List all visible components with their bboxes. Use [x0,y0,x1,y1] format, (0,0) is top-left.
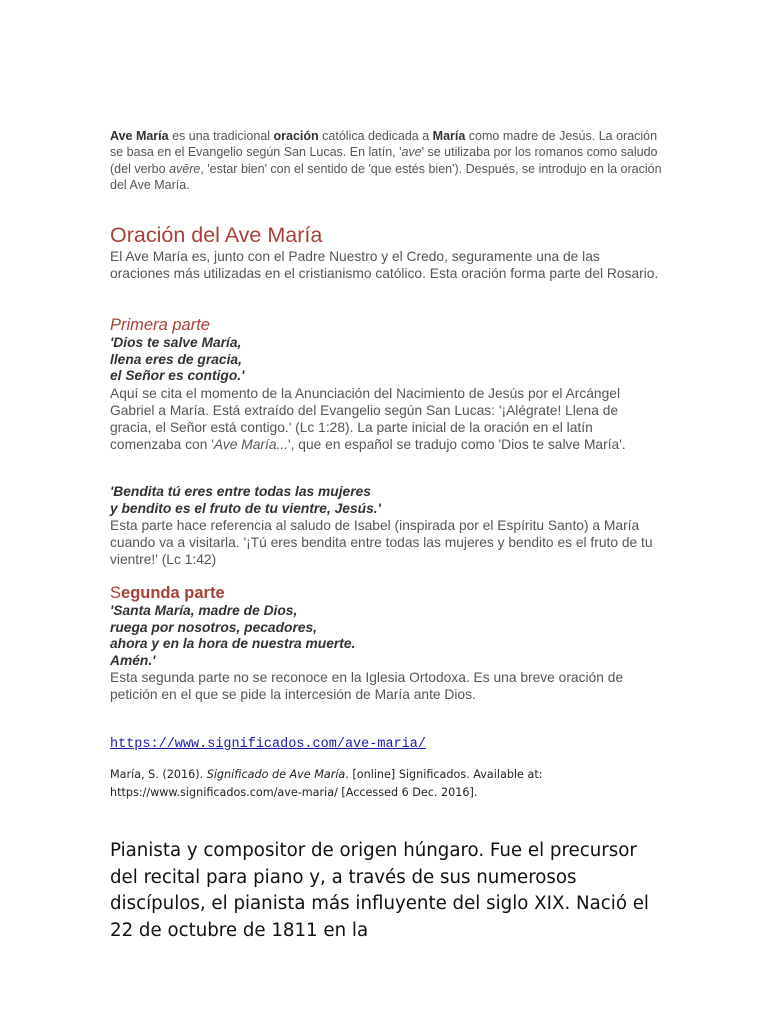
intro-paragraph [110,128,662,194]
bio-paragraph: Pianista y compositor de origen húngaro. Fue el precursor del recital para piano y, a través de sus numerosos discípulos, el pianista más influyente del siglo XIX. Nació el 22 de octubre de 1811 en la [110,840,649,941]
part-one-body2: Esta parte hace referencia al saludo de Isabel (inspirada por el Espíritu Santo) a María cuando va a visitarla. '¡Tú eres bendita entre todas las mujeres y bendito es el fruto de tu vientre!' (Lc 1:42) [110,518,653,568]
part-one-quote2-line: 'Bendita tú eres entre todas las mujeres [110,484,371,499]
part-one-body-text: Aquí se cita el momento de la Anunciación del Nacimiento de Jesús por el Arcángel Gabriel a María. Está extraído del Evangelio según San Lucas: '¡Alégrate! Llena de gracia, el Señor está contigo.' (Lc 1:28). La parte inicial de la oración en el latín comenzaba con ' [110,385,621,452]
intro-text: católica dedicada a [318,129,433,143]
part-one-quote-line: 'Dios te salve María, [110,335,242,350]
part-one-body [110,385,662,453]
term-ave: ave [401,145,422,160]
section-oracion [110,222,662,282]
intro-text: como madre de Jesús. La oración se basa en el Evangelio según San Lucas. En latín, ' [110,129,658,160]
term-ave-maria: Ave María [110,129,169,143]
part-one-quote-line: llena eres de gracia, [110,351,242,367]
part-two-quote-line: Amén.' [110,652,156,668]
part-two-heading [110,583,662,603]
source-link[interactable]: https://www.significados.com/ave-maria/ [110,737,426,752]
part-two-quote-line: ahora y en la hora de nuestra muerte. [110,636,356,652]
part-one-quote-line: el Señor es contigo.' [110,368,245,384]
section-lead: El Ave María es, junto con el Padre Nuestro y el Credo, seguramente una de las oraciones más utilizadas en el cristianismo católico. Esta oración forma parte del Rosario. [110,249,659,281]
term-maria: María [432,129,466,143]
part-two-quote-line: 'Santa María, madre de Dios, [110,603,298,618]
citation-text: . [online] Significados. Available at: https://www.significados.com/ave-maria/ [Accessed 6 Dec. 2016]. [110,768,543,799]
part-two-heading-initial: S [110,584,122,602]
part-two [110,583,662,703]
intro-text: , 'estar bien' con el sentido de 'que estés bien'). Después, se introdujo en la oración del Ave María. [110,161,662,193]
part-one-body-italic: Ave María... [213,436,288,452]
part-one-heading: Primera parte [110,316,210,334]
part-two-body: Esta segunda parte no se reconoce en la Iglesia Ortodoxa. Es una breve oración de petición en el que se pide la intercesión de María ante Dios. [110,670,624,703]
part-two-quote-line: ruega por nosotros, pecadores, [110,619,318,635]
part-one-quote2-line: y bendito es el fruto de tu vientre, Jesús.' [110,500,381,516]
term-oracion: oración [273,129,319,143]
citation-text: María, S. (2016). [110,768,207,781]
term-avere: avēre [169,161,201,176]
part-one-body-text: ', que en español se tradujo como 'Dios te salve María'. [288,436,626,452]
section-title: Oración del Ave María [110,223,323,247]
part-one-second [110,484,662,568]
source-link-row [110,734,662,752]
citation-title: Significado de Ave María [206,768,346,781]
intro-text: es una tradicional [168,129,274,143]
part-one [110,315,662,453]
part-two-heading-rest: egunda parte [121,584,225,602]
citation [110,766,662,802]
intro-text: ' se utilizaba por los romanos como saludo (del verbo [110,145,658,176]
